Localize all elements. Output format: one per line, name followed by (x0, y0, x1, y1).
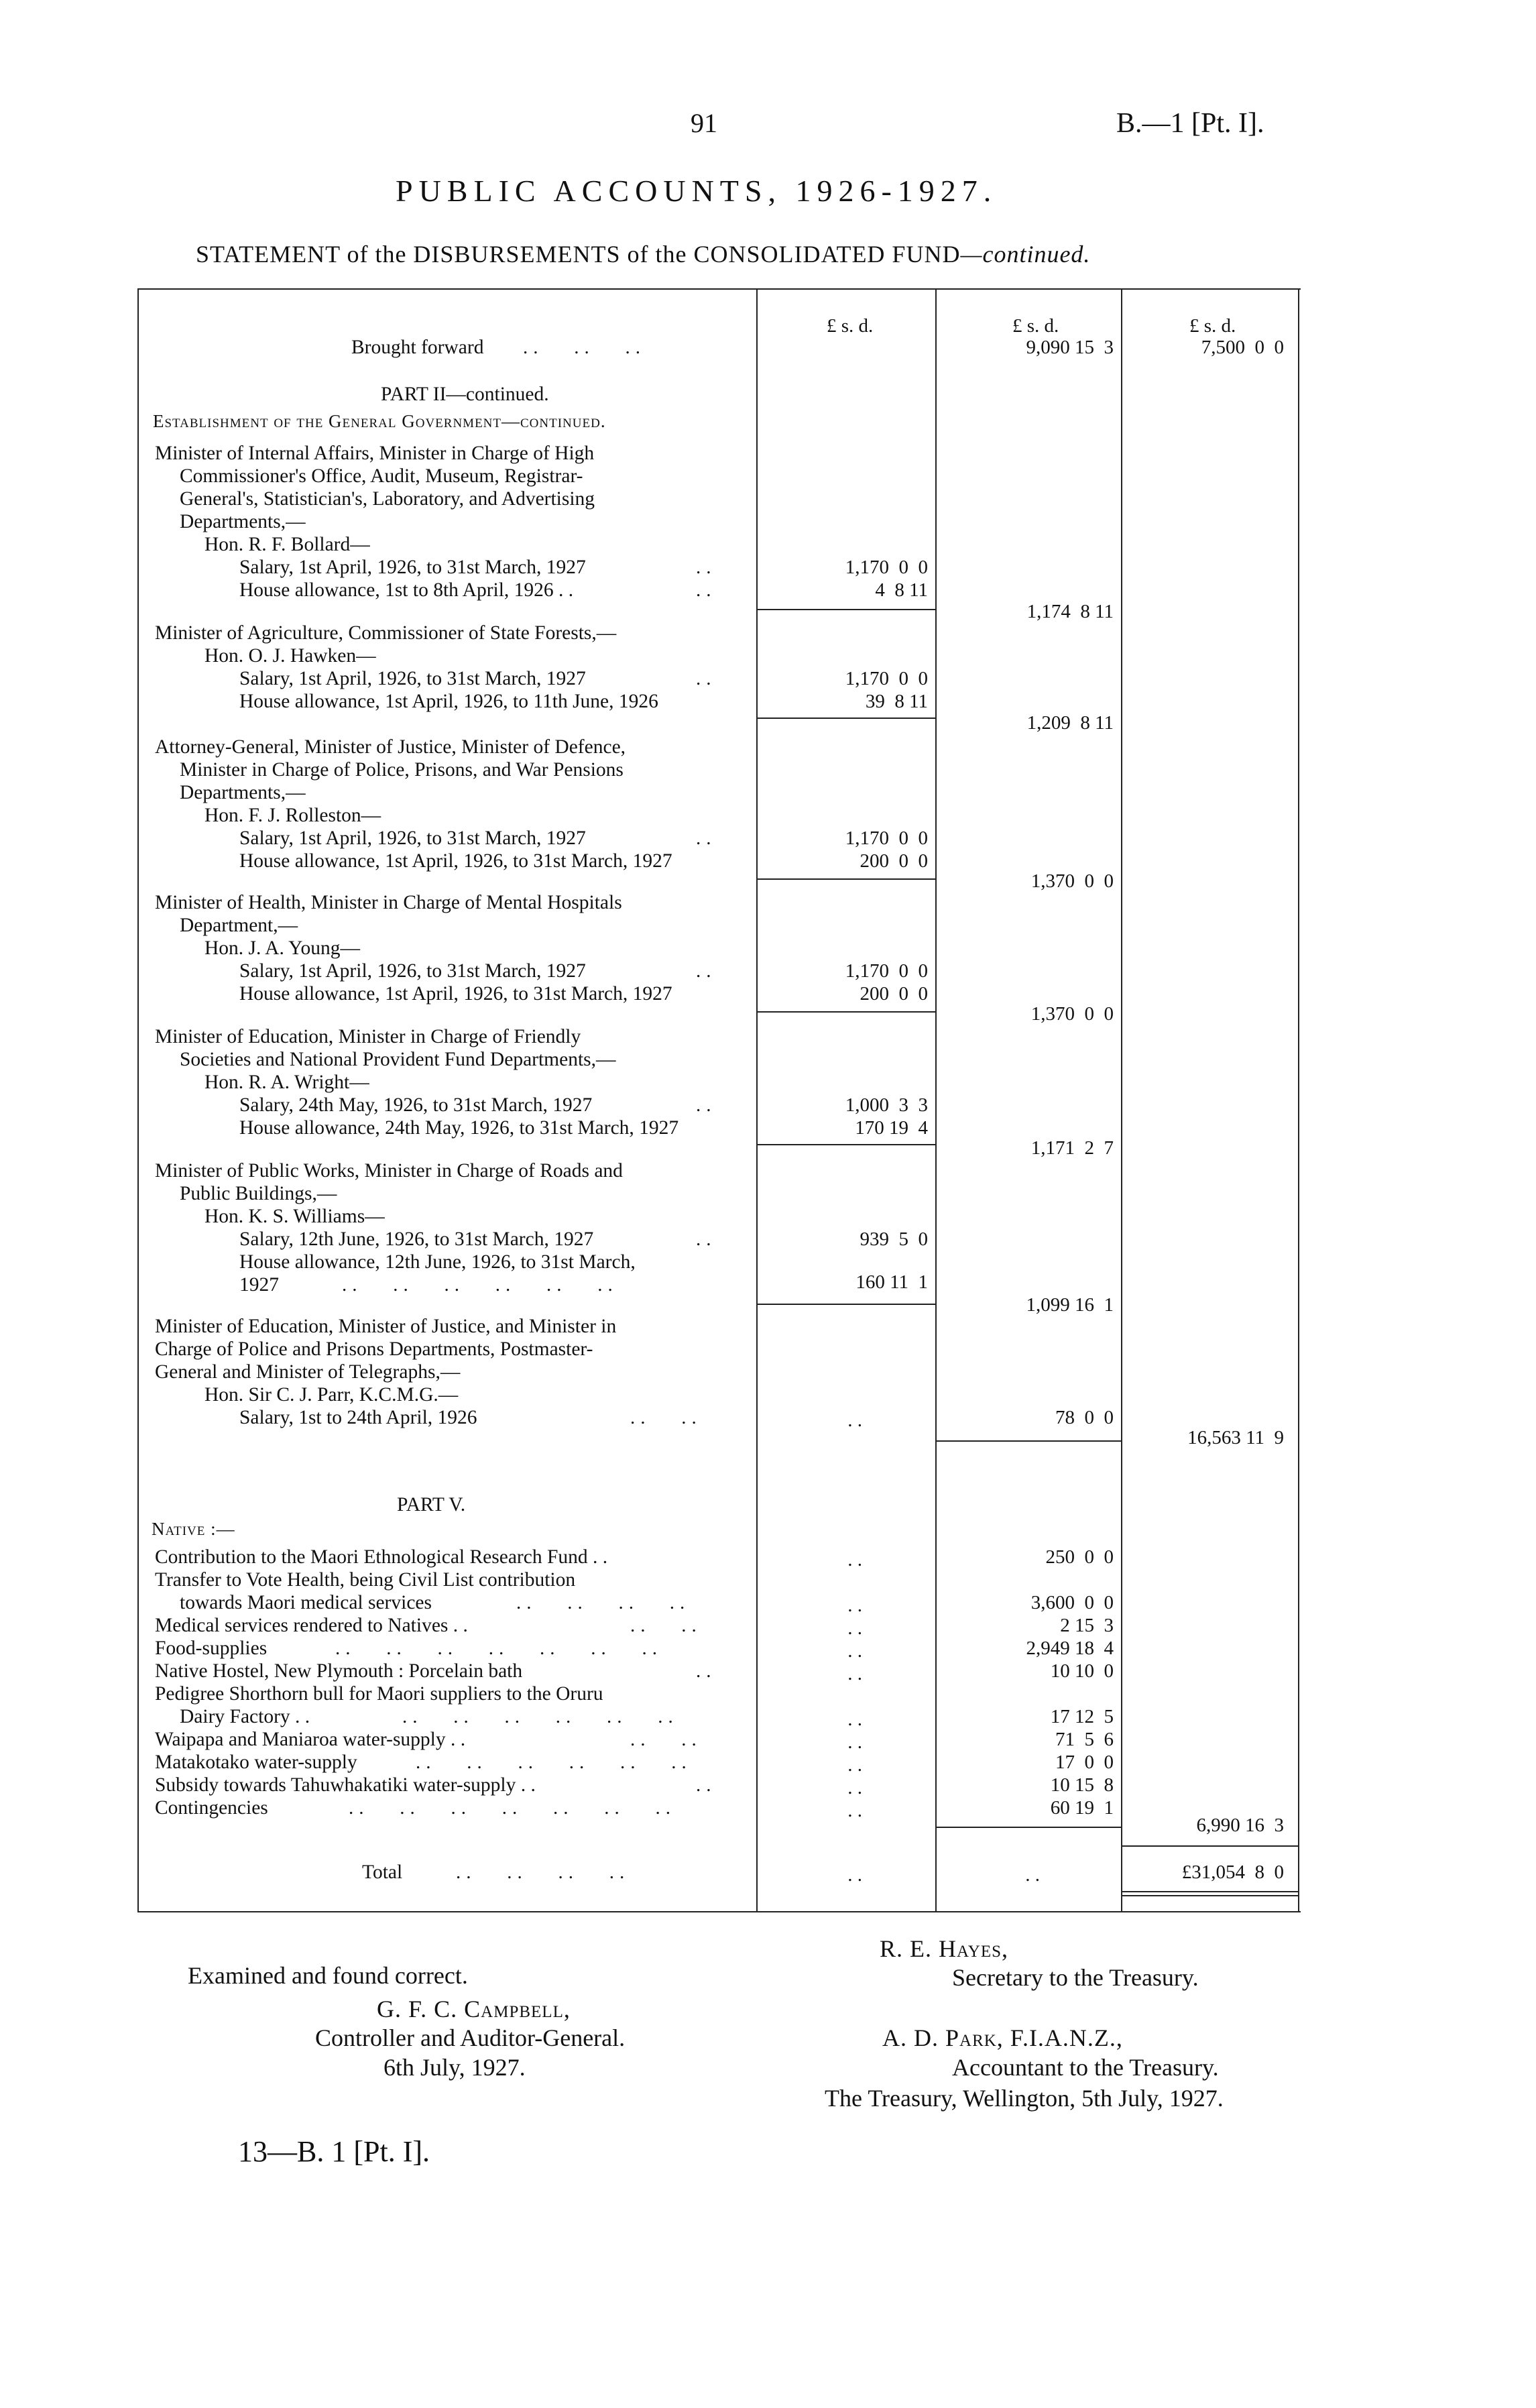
dot-leader: .. (696, 1094, 717, 1116)
item-amount: 60 19 1 (1050, 1797, 1114, 1819)
item-amount: 200 0 0 (860, 983, 928, 1005)
dot-leader: .. .. .. .. (516, 1592, 691, 1613)
dot-leader: .. .. .. (523, 337, 646, 358)
dot-leader: .. .. (630, 1729, 702, 1750)
item-label: House allowance, 1st to 8th April, 1926 . . (239, 579, 574, 601)
minister-title-line: Minister in Charge of Police, Prisons, and War Pensions (180, 759, 624, 781)
item-label: House allowance, 1st April, 1926, to 31st March, 1927 (239, 850, 672, 872)
auditor-title: Controller and Auditor-General. (315, 2024, 626, 2051)
minister-title-line: Minister of Public Works, Minister in Charge of Roads and (155, 1160, 623, 1182)
dot-leader: .. .. (630, 1615, 702, 1636)
col1-rule (756, 288, 758, 1911)
minister-title-line: Public Buildings,— (180, 1183, 337, 1204)
part2-heading: PART II—continued. (381, 384, 549, 405)
minister-title-line: Minister of Internal Affairs, Minister in Charge of High (155, 443, 595, 464)
treasury-location: The Treasury, Wellington, 5th July, 1927. (825, 2085, 1224, 2112)
item-amount: 39 8 11 (865, 691, 928, 712)
item-amount: . . (847, 1410, 862, 1431)
minister-name: Hon. Sir C. J. Parr, K.C.M.G.— (204, 1384, 459, 1406)
paper-reference: B.—1 [Pt. I]. (1116, 108, 1264, 139)
subtitle-continued: —continued. (960, 241, 1091, 268)
item-label-continued: 1927 (239, 1274, 279, 1296)
page-title: PUBLIC ACCOUNTS, 1926-1927. (396, 174, 998, 208)
minister-total: 1,174 8 11 (1026, 601, 1114, 622)
table-left-rule (137, 288, 139, 1911)
dot-leader: .. .. .. .. .. .. (342, 1274, 618, 1296)
minister-name: Hon. F. J. Rolleston— (204, 805, 381, 826)
grand-total-amount: £31,054 8 0 (1181, 1861, 1284, 1883)
subtotal-rule (756, 1304, 935, 1305)
list-item-continued: towards Maori medical services (180, 1592, 432, 1613)
list-item: Transfer to Vote Health, being Civil List contribution (155, 1569, 576, 1591)
list-item-continued: Dairy Factory . . (180, 1706, 310, 1727)
dot-leader: .. (696, 668, 717, 689)
minister-title-line: Departments,— (180, 511, 306, 532)
accountant-name: A. D. Park, F.I.A.N.Z., (882, 2024, 1123, 2051)
col1-empty: . . (847, 1754, 862, 1776)
brought-forward-c3: 7,500 0 0 (1201, 337, 1284, 358)
dot-leader: .. (696, 960, 717, 982)
minister-total: 78 0 0 (1055, 1407, 1114, 1428)
total-double-rule (1121, 1891, 1298, 1892)
minister-total: 1,209 8 11 (1026, 712, 1114, 734)
item-label: Salary, 1st to 24th April, 1926 (239, 1407, 477, 1428)
item-amount: 1,170 0 0 (845, 827, 928, 849)
accountant-title: Accountant to the Treasury. (952, 2054, 1219, 2081)
subtotal-rule (756, 1144, 935, 1145)
list-item: Waipapa and Maniaroa water-supply . . (155, 1729, 466, 1750)
dot-leader: .. .. .. .. .. .. (416, 1752, 692, 1773)
auditor-name: G. F. C. Campbell, (377, 1996, 571, 2022)
item-amount: 10 10 0 (1050, 1660, 1114, 1682)
item-amount: 1,170 0 0 (845, 668, 928, 689)
minister-title-line: General and Minister of Telegraphs,— (155, 1361, 461, 1383)
dot-leader: .. (696, 557, 717, 578)
item-label: Salary, 1st April, 1926, to 31st March, 1927 (239, 557, 586, 578)
minister-title-line: Minister of Agriculture, Commissioner of State Forests,— (155, 622, 617, 644)
col1-empty: . . (847, 1663, 862, 1684)
page-number: 91 (691, 108, 717, 138)
minister-title-line: Charge of Police and Prisons Departments, Postmaster- (155, 1338, 593, 1360)
item-amount: 939 5 0 (860, 1228, 928, 1250)
col1-empty: . . (847, 1731, 862, 1753)
part5-total: 6,990 16 3 (1196, 1815, 1284, 1836)
list-item: Medical services rendered to Natives . . (155, 1615, 468, 1636)
col1-empty: . . (847, 1640, 862, 1662)
item-amount: 170 19 4 (855, 1117, 928, 1139)
item-amount: 2 15 3 (1060, 1615, 1114, 1636)
col3-header: £ s. d. (1189, 315, 1236, 337)
item-amount: 160 11 1 (855, 1271, 928, 1293)
item-label: House allowance, 12th June, 1926, to 31st March, (239, 1251, 636, 1273)
table-bottom-rule (137, 1911, 1301, 1912)
dot-leader: .. (696, 1228, 717, 1250)
item-amount: 17 0 0 (1055, 1752, 1114, 1773)
item-label: House allowance, 1st April, 1926, to 11th June, 1926 (239, 691, 658, 712)
list-item: Contingencies (155, 1797, 268, 1819)
total-rule (1121, 1845, 1298, 1847)
minister-name: Hon. J. A. Young— (204, 937, 360, 959)
examined-statement: Examined and found correct. (188, 1962, 468, 1989)
minister-title-line: Attorney-General, Minister of Justice, Minister of Defence, (155, 736, 626, 758)
part5-heading: PART V. (397, 1494, 466, 1515)
table-top-rule (137, 288, 1301, 290)
minister-total: 1,370 0 0 (1030, 1003, 1114, 1025)
minister-name: Hon. O. J. Hawken— (204, 645, 376, 667)
item-label: Salary, 24th May, 1926, to 31st March, 1927 (239, 1094, 593, 1116)
dot-leader: .. (696, 1660, 717, 1682)
minister-name: Hon. R. F. Bollard— (204, 534, 370, 555)
list-item: Subsidy towards Tahuwhakatiki water-supply . . (155, 1774, 536, 1796)
col1-header: £ s. d. (827, 315, 874, 337)
part5-section: Native :— (152, 1519, 235, 1539)
minister-total: 1,171 2 7 (1030, 1137, 1114, 1159)
item-label: House allowance, 24th May, 1926, to 31st March, 1927 (239, 1117, 679, 1139)
minister-name: Hon. K. S. Williams— (204, 1206, 385, 1227)
list-item: Native Hostel, New Plymouth : Porcelain bath (155, 1660, 523, 1682)
col1-empty: . . (847, 1617, 862, 1639)
minister-title-line: Commissioner's Office, Audit, Museum, Registrar- (180, 465, 583, 487)
item-label: Salary, 12th June, 1926, to 31st March, 1927 (239, 1228, 594, 1250)
list-item: Food-supplies (155, 1638, 268, 1659)
minister-title-line: General's, Statistician's, Laboratory, and Advertising (180, 488, 595, 510)
minister-name: Hon. R. A. Wright— (204, 1072, 369, 1093)
grand-total-label: Total (362, 1861, 403, 1883)
item-amount: 71 5 6 (1055, 1729, 1114, 1750)
dot-leader: .. .. .. .. (456, 1861, 630, 1883)
col1-empty: . . (847, 1709, 862, 1730)
item-amount: 4 8 11 (875, 579, 928, 601)
item-amount: 1,000 3 3 (845, 1094, 928, 1116)
col1-empty: . . (847, 1800, 862, 1821)
col1-empty: . . (847, 1595, 862, 1616)
item-amount: 250 0 0 (1045, 1546, 1114, 1568)
col3-rule (1121, 288, 1122, 1911)
col1-empty: . . (847, 1777, 862, 1798)
print-reference: 13—B. 1 [Pt. I]. (238, 2135, 430, 2168)
subtotal-rule (756, 878, 935, 880)
dot-leader: .. (696, 579, 717, 601)
part2-section: Establishment of the General Government—continued. (153, 411, 606, 431)
brought-forward-label: Brought forward (351, 337, 484, 358)
minister-title-line: Minister of Education, Minister in Charge of Friendly (155, 1026, 581, 1047)
item-amount: 1,170 0 0 (845, 960, 928, 982)
minister-title-line: Department,— (180, 915, 298, 936)
secretary-name: R. E. Hayes, (880, 1935, 1008, 1962)
part2-total: 16,563 11 9 (1187, 1427, 1284, 1448)
dot-leader: .. (696, 1774, 717, 1796)
col2-empty: . . (1025, 1864, 1040, 1886)
item-amount: 1,170 0 0 (845, 557, 928, 578)
item-amount: 10 15 8 (1050, 1774, 1114, 1796)
item-amount: 3,600 0 0 (1030, 1592, 1114, 1613)
subtotal-rule (935, 1827, 1121, 1828)
dot-leader: .. .. .. .. .. .. (402, 1706, 678, 1727)
total-double-rule (1121, 1895, 1298, 1896)
brought-forward-c2: 9,090 15 3 (1026, 337, 1114, 358)
subtotal-rule (756, 1011, 935, 1013)
minister-title-line: Minister of Health, Minister in Charge of Mental Hospitals (155, 892, 622, 913)
item-label: Salary, 1st April, 1926, to 31st March, 1927 (239, 668, 586, 689)
minister-total: 1,370 0 0 (1030, 870, 1114, 892)
item-label: House allowance, 1st April, 1926, to 31st March, 1927 (239, 983, 672, 1005)
item-amount: 2,949 18 4 (1026, 1638, 1114, 1659)
auditor-date: 6th July, 1927. (383, 2054, 526, 2081)
col1-empty: . . (847, 1864, 862, 1886)
dot-leader: .. .. .. .. .. .. .. (335, 1638, 662, 1659)
subtotal-rule (756, 609, 935, 610)
list-item: Contribution to the Maori Ethnological Research Fund . . (155, 1546, 608, 1568)
statement-subtitle (196, 240, 1090, 268)
item-label: Salary, 1st April, 1926, to 31st March, 1927 (239, 960, 586, 982)
table-right-rule (1298, 288, 1299, 1911)
minister-total: 1,099 16 1 (1026, 1294, 1114, 1316)
subtotal-rule (935, 1440, 1121, 1442)
minister-title-line: Departments,— (180, 782, 306, 803)
secretary-title: Secretary to the Treasury. (952, 1964, 1199, 1991)
dot-leader: .. (696, 827, 717, 849)
dot-leader: .. .. .. .. .. .. .. (349, 1797, 676, 1819)
item-amount: 17 12 5 (1050, 1706, 1114, 1727)
list-item: Pedigree Shorthorn bull for Maori suppliers to the Oruru (155, 1683, 603, 1705)
list-item: Matakotako water-supply (155, 1752, 357, 1773)
col1-empty: . . (847, 1549, 862, 1570)
subtitle-main: STATEMENT of the DISBURSEMENTS of the CONSOLIDATED FUND (196, 241, 961, 268)
item-label: Salary, 1st April, 1926, to 31st March, 1927 (239, 827, 586, 849)
dot-leader: .. .. (630, 1407, 702, 1428)
subtotal-rule (756, 718, 935, 719)
col2-header: £ s. d. (1012, 315, 1059, 337)
col2-rule (935, 288, 937, 1911)
minister-title-line: Societies and National Provident Fund Departments,— (180, 1049, 616, 1070)
minister-title-line: Minister of Education, Minister of Justice, and Minister in (155, 1316, 617, 1337)
item-amount: 200 0 0 (860, 850, 928, 872)
